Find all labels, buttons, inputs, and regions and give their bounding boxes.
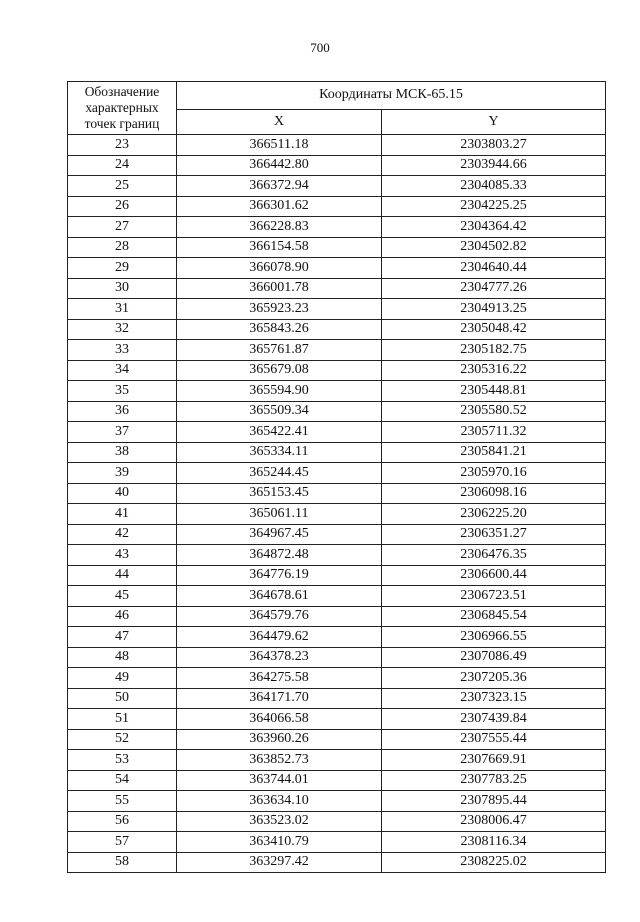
- point-number-cell: 57: [68, 832, 177, 853]
- table-row: [68, 483, 606, 504]
- y-coordinate-cell: 2304640.44: [382, 258, 606, 279]
- x-coordinate-cell: 366511.18: [177, 135, 382, 156]
- point-number-cell: 27: [68, 217, 177, 238]
- point-column-header: Обозначение характерных точек границ: [68, 82, 177, 135]
- y-coordinate-cell: 2307323.15: [382, 688, 606, 709]
- x-coordinate-cell: 364066.58: [177, 709, 382, 730]
- point-number-cell: 36: [68, 401, 177, 422]
- coordinates-table: [67, 81, 606, 873]
- x-coordinate-cell: 363852.73: [177, 750, 382, 771]
- y-coordinate-cell: 2304225.25: [382, 196, 606, 217]
- coordinates-header: Координаты МСК-65.15: [177, 82, 606, 110]
- y-coordinate-cell: 2307783.25: [382, 770, 606, 791]
- point-number-cell: 55: [68, 791, 177, 812]
- y-coordinate-cell: 2307086.49: [382, 647, 606, 668]
- y-coordinate-cell: 2307895.44: [382, 791, 606, 812]
- x-coordinate-cell: 365509.34: [177, 401, 382, 422]
- point-number-cell: 58: [68, 852, 177, 873]
- x-coordinate-cell: 363297.42: [177, 852, 382, 873]
- x-coordinate-cell: 365679.08: [177, 360, 382, 381]
- table-row: [68, 586, 606, 607]
- table-row: [68, 176, 606, 197]
- table-row: [68, 668, 606, 689]
- y-coordinate-cell: 2306098.16: [382, 483, 606, 504]
- table-row: [68, 381, 606, 402]
- table-row: [68, 360, 606, 381]
- table-row: [68, 524, 606, 545]
- table-row: [68, 422, 606, 443]
- table-row: [68, 278, 606, 299]
- y-coordinate-cell: 2304085.33: [382, 176, 606, 197]
- table-row: [68, 299, 606, 320]
- table-row: [68, 729, 606, 750]
- point-number-cell: 23: [68, 135, 177, 156]
- x-coordinate-cell: 364479.62: [177, 627, 382, 648]
- y-coordinate-cell: 2306351.27: [382, 524, 606, 545]
- table-row: [68, 750, 606, 771]
- y-coordinate-cell: 2305711.32: [382, 422, 606, 443]
- x-coordinate-cell: 365923.23: [177, 299, 382, 320]
- point-number-cell: 44: [68, 565, 177, 586]
- point-number-cell: 37: [68, 422, 177, 443]
- y-coordinate-cell: 2308006.47: [382, 811, 606, 832]
- point-number-cell: 43: [68, 545, 177, 566]
- point-number-cell: 41: [68, 504, 177, 525]
- point-number-cell: 32: [68, 319, 177, 340]
- table-row: [68, 565, 606, 586]
- table-row: [68, 319, 606, 340]
- x-coordinate-cell: 366078.90: [177, 258, 382, 279]
- x-coordinate-cell: 365422.41: [177, 422, 382, 443]
- y-coordinate-cell: 2306476.35: [382, 545, 606, 566]
- point-number-cell: 47: [68, 627, 177, 648]
- point-number-cell: 40: [68, 483, 177, 504]
- point-number-cell: 34: [68, 360, 177, 381]
- table-row: [68, 545, 606, 566]
- table-row: [68, 217, 606, 238]
- x-coordinate-cell: 363634.10: [177, 791, 382, 812]
- x-coordinate-cell: 366442.80: [177, 155, 382, 176]
- x-coordinate-cell: 364579.76: [177, 606, 382, 627]
- x-coordinate-cell: 366372.94: [177, 176, 382, 197]
- table-row: [68, 135, 606, 156]
- y-coordinate-cell: 2303803.27: [382, 135, 606, 156]
- point-number-cell: 46: [68, 606, 177, 627]
- point-number-cell: 33: [68, 340, 177, 361]
- x-coordinate-cell: 364872.48: [177, 545, 382, 566]
- y-coordinate-cell: 2303944.66: [382, 155, 606, 176]
- table-body: [68, 135, 606, 873]
- table-row: [68, 401, 606, 422]
- table-row: [68, 811, 606, 832]
- x-coordinate-cell: 365244.45: [177, 463, 382, 484]
- x-coordinate-cell: 363410.79: [177, 832, 382, 853]
- x-coordinate-cell: 365761.87: [177, 340, 382, 361]
- x-coordinate-cell: 366154.58: [177, 237, 382, 258]
- table-row: [68, 627, 606, 648]
- x-coordinate-cell: 364171.70: [177, 688, 382, 709]
- x-coordinate-cell: 365594.90: [177, 381, 382, 402]
- table-row: [68, 196, 606, 217]
- y-coordinate-cell: 2307205.36: [382, 668, 606, 689]
- x-coordinate-cell: 364776.19: [177, 565, 382, 586]
- point-number-cell: 30: [68, 278, 177, 299]
- x-coordinate-cell: 365061.11: [177, 504, 382, 525]
- point-number-cell: 50: [68, 688, 177, 709]
- table-row: [68, 709, 606, 730]
- point-number-cell: 42: [68, 524, 177, 545]
- table-row: [68, 258, 606, 279]
- y-coordinate-cell: 2305841.21: [382, 442, 606, 463]
- table-row: [68, 688, 606, 709]
- y-coordinate-cell: 2305316.22: [382, 360, 606, 381]
- point-number-cell: 45: [68, 586, 177, 607]
- x-coordinate-cell: 363744.01: [177, 770, 382, 791]
- table-row: [68, 606, 606, 627]
- x-column-header: X: [177, 109, 382, 134]
- table-row: [68, 504, 606, 525]
- x-coordinate-cell: 364378.23: [177, 647, 382, 668]
- table-row: [68, 155, 606, 176]
- y-coordinate-cell: 2307439.84: [382, 709, 606, 730]
- y-coordinate-cell: 2307555.44: [382, 729, 606, 750]
- y-coordinate-cell: 2304502.82: [382, 237, 606, 258]
- y-coordinate-cell: 2305580.52: [382, 401, 606, 422]
- x-coordinate-cell: 364967.45: [177, 524, 382, 545]
- point-number-cell: 38: [68, 442, 177, 463]
- point-number-cell: 25: [68, 176, 177, 197]
- x-coordinate-cell: 366301.62: [177, 196, 382, 217]
- table-row: [68, 852, 606, 873]
- table-row: [68, 791, 606, 812]
- table-row: [68, 340, 606, 361]
- point-number-cell: 54: [68, 770, 177, 791]
- x-coordinate-cell: 363523.02: [177, 811, 382, 832]
- x-coordinate-cell: 366001.78: [177, 278, 382, 299]
- y-coordinate-cell: 2305182.75: [382, 340, 606, 361]
- point-number-cell: 28: [68, 237, 177, 258]
- point-number-cell: 51: [68, 709, 177, 730]
- point-number-cell: 24: [68, 155, 177, 176]
- table-row: [68, 647, 606, 668]
- y-coordinate-cell: 2305970.16: [382, 463, 606, 484]
- point-number-cell: 31: [68, 299, 177, 320]
- x-coordinate-cell: 366228.83: [177, 217, 382, 238]
- y-coordinate-cell: 2306225.20: [382, 504, 606, 525]
- point-number-cell: 49: [68, 668, 177, 689]
- point-number-cell: 35: [68, 381, 177, 402]
- point-number-cell: 26: [68, 196, 177, 217]
- x-coordinate-cell: 364678.61: [177, 586, 382, 607]
- x-coordinate-cell: 365334.11: [177, 442, 382, 463]
- y-coordinate-cell: 2304364.42: [382, 217, 606, 238]
- y-coordinate-cell: 2305448.81: [382, 381, 606, 402]
- x-coordinate-cell: 363960.26: [177, 729, 382, 750]
- x-coordinate-cell: 365153.45: [177, 483, 382, 504]
- page-number: 700: [310, 40, 330, 55]
- y-coordinate-cell: 2308116.34: [382, 832, 606, 853]
- y-coordinate-cell: 2308225.02: [382, 852, 606, 873]
- point-number-cell: 29: [68, 258, 177, 279]
- point-number-cell: 52: [68, 729, 177, 750]
- y-coordinate-cell: 2305048.42: [382, 319, 606, 340]
- y-coordinate-cell: 2304777.26: [382, 278, 606, 299]
- y-coordinate-cell: 2306723.51: [382, 586, 606, 607]
- y-coordinate-cell: 2304913.25: [382, 299, 606, 320]
- x-coordinate-cell: 364275.58: [177, 668, 382, 689]
- y-coordinate-cell: 2306845.54: [382, 606, 606, 627]
- point-number-cell: 48: [68, 647, 177, 668]
- point-number-cell: 39: [68, 463, 177, 484]
- table-row: [68, 832, 606, 853]
- point-number-cell: 56: [68, 811, 177, 832]
- table-row: [68, 463, 606, 484]
- y-coordinate-cell: 2306600.44: [382, 565, 606, 586]
- y-coordinate-cell: 2307669.91: [382, 750, 606, 771]
- y-coordinate-cell: 2306966.55: [382, 627, 606, 648]
- table-row: [68, 442, 606, 463]
- table-row: [68, 770, 606, 791]
- y-column-header: Y: [382, 109, 606, 134]
- x-coordinate-cell: 365843.26: [177, 319, 382, 340]
- table-row: [68, 237, 606, 258]
- point-number-cell: 53: [68, 750, 177, 771]
